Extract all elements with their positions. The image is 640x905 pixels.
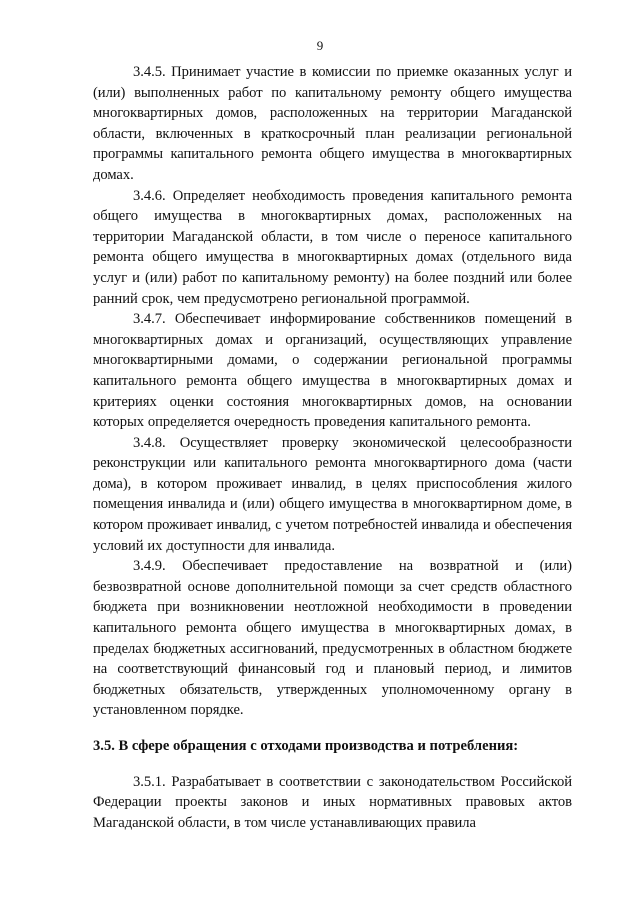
paragraph-3-5-1: 3.5.1. Разрабатывает в соответствии с законодательством Российской Федерации проекты законов и иных нормативных правовых актов Магаданской области, в том числе устанавливающих правила — [93, 773, 572, 831]
paragraph-3-4-6: 3.4.6. Определяет необходимость проведения капитального ремонта общего имущества в многоквартирных домах, расположенных на территории Магаданской области, в том числе о переносе капитального ремонта общего имущества в многоквартирных домах (отдельного вида услуг и (или) работ по капитальному ремонту) на более поздний или более ранний срок, чем предусмотрено региональной программой. — [93, 187, 572, 307]
page-number: 9 — [316, 38, 324, 53]
document-body — [93, 62, 572, 833]
paragraph-3-4-9: 3.4.9. Обеспечивает предоставление на возвратной и (или) безвозвратной основе дополнительной помощи за счет средств областного бюджета при возникновении неотложной необходимости в проведении капитального ремонта общего имущества в многоквартирных домах, в пределах бюджетных ассигнований, предусмотренных в областном бюджете на соответствующий финансовый год и плановый период, и лимитов бюджетных обязательств, утвержденных уполномоченному органу в установленном порядке. — [93, 558, 572, 719]
paragraph-3-4-5: 3.4.5. Принимает участие в комиссии по приемке оказанных услуг и (или) выполненных работ по капитальному ремонту общего имущества многоквартирных домов, расположенных на территории Магаданской области, включенных в краткосрочный план реализации региональной программы капитального ремонта общего имущества в многоквартирных домах. — [93, 64, 572, 183]
paragraph-3-4-8: 3.4.8. Осуществляет проверку экономической целесообразности реконструкции или капитального ремонта многоквартирного дома (части дома), в котором проживает инвалид, в целях приспособления жилого помещения инвалида и (или) общего имущества в многоквартирном доме, в котором проживает инвалид, с учетом потребностей инвалида и обеспечения условий их доступности для инвалида. — [93, 434, 572, 554]
section-heading-3-5: 3.5. В сфере обращения с отходами производства и потребления: — [93, 738, 519, 754]
paragraph-3-4-7: 3.4.7. Обеспечивает информирование собственников помещений в многоквартирных домах и организаций, осуществляющих управление многоквартирными домами, о содержании региональной программы капитального ремонта общего имущества в многоквартирных домах и критериях оценки состояния многоквартирных домов, на основании которых определяется очередность проведения капитального ремонта. — [93, 311, 572, 431]
